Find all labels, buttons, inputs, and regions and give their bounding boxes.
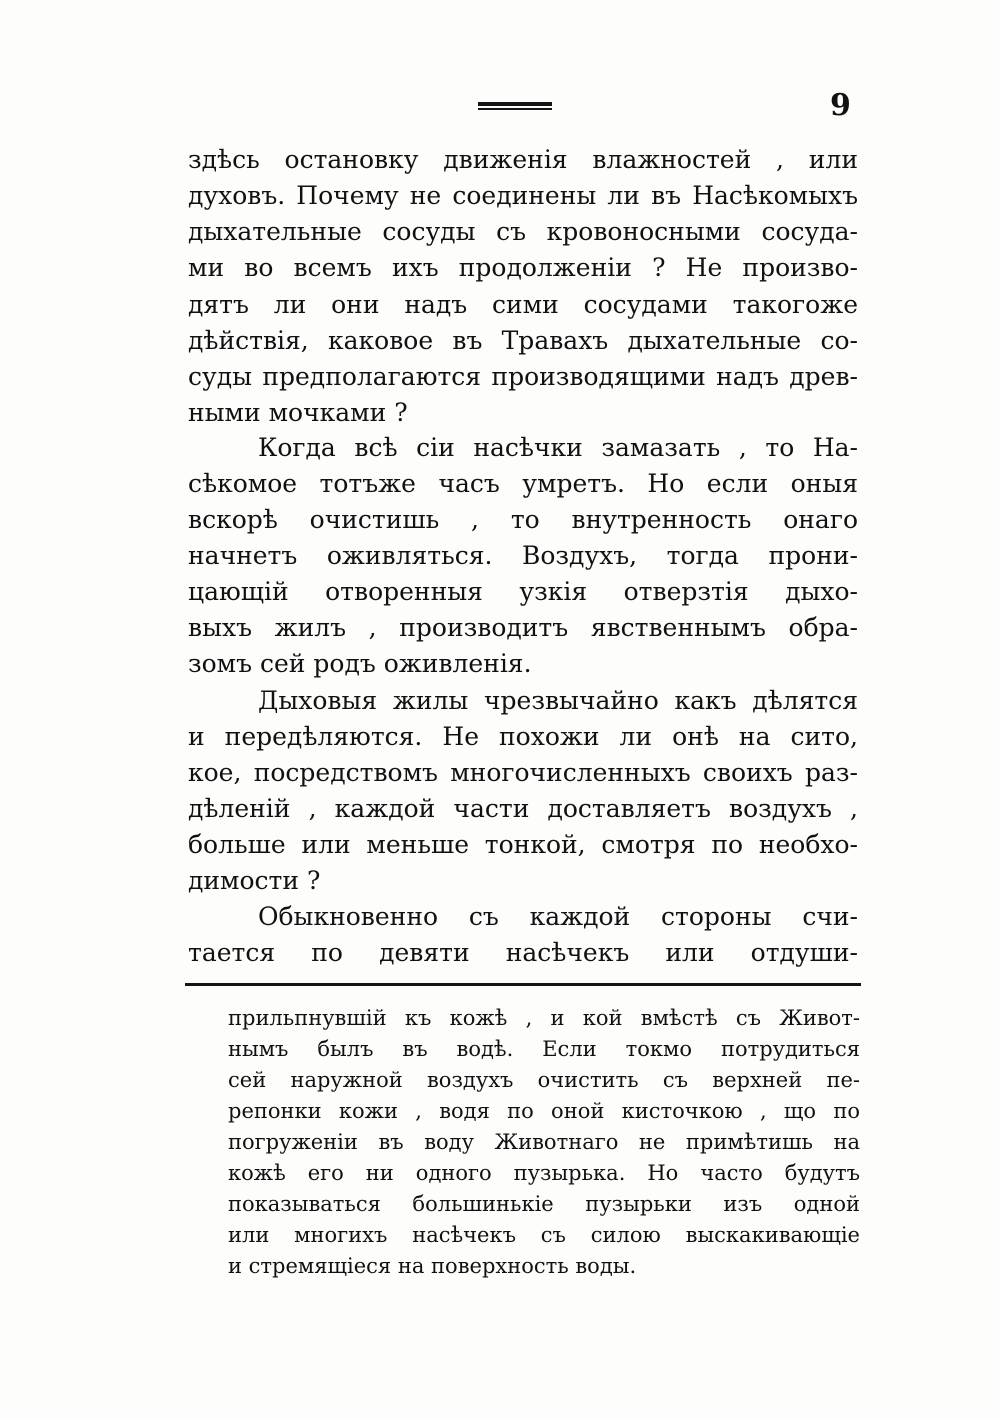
body-line: тается по девяти насѣчекъ или отдуши-: [188, 938, 858, 967]
footnote-line: и стремящіеся на поверхность воды.: [228, 1254, 637, 1278]
header-rule-thin: [478, 108, 552, 110]
body-line: ми во всемъ ихъ продолженіи ? Не произво-: [188, 253, 858, 282]
body-line: выхъ жилъ , производитъ явственнымъ обра-: [188, 613, 858, 642]
footnote-line: репонки кожи , водя по оной кисточкою , що по: [228, 1099, 860, 1123]
body-line: димости ?: [188, 866, 321, 895]
page-number: 9: [830, 88, 851, 123]
body-line: духовъ. Почему не соединены ли въ Насѣкомыхъ: [188, 181, 858, 210]
body-line: сѣкомое тотъже часъ умретъ. Но если оныя: [188, 469, 858, 498]
body-line: зомъ сей родъ оживленія.: [188, 649, 532, 678]
body-line: вскорѣ очистишь , то внутренность онаго: [188, 505, 858, 534]
footnote-line: сей наружной воздухъ очистить съ верхней пе-: [228, 1068, 860, 1092]
body-line: дыхательные сосуды съ кровоносными сосуда-: [188, 217, 858, 246]
paragraph-first-line: Обыкновенно съ каждой стороны счи-: [258, 902, 858, 931]
footnote-line: погруженіи въ воду Животнаго не примѣтишь на: [228, 1130, 860, 1154]
body-line: и передѣляются. Не похожи ли онѣ на сито,: [188, 722, 858, 751]
body-line: дятъ ли они надъ сими сосудами такогоже: [188, 290, 858, 319]
body-line: суды предполагаются производящими надъ древ-: [188, 362, 858, 391]
body-line: здѣсь остановку движенія влажностей , или: [188, 145, 858, 174]
body-line: дѣйствія, каковое въ Травахъ дыхательные со-: [188, 326, 858, 355]
footnote-line: показываться большинькіе пузырьки изъ одной: [228, 1192, 860, 1216]
header-rule-thick: [478, 102, 552, 106]
header-rule-ornament: [478, 102, 552, 112]
body-line: ными мочками ?: [188, 398, 408, 427]
body-line: цающій отворенныя узкія отверзтія дыхо-: [188, 577, 858, 606]
footnote-line: прильпнувшій къ кожѣ , и кой вмѣстѣ съ Живот-: [228, 1006, 860, 1030]
footnote-line: или многихъ насѣчекъ съ силою выскакивающіе: [228, 1223, 860, 1247]
footnote-line: кожѣ его ни одного пузырька. Но часто будутъ: [228, 1161, 860, 1185]
paragraph-first-line: Когда всѣ сіи насѣчки замазать , то На-: [258, 433, 858, 462]
footnote-line: нымъ былъ въ водѣ. Если токмо потрудиться: [228, 1037, 860, 1061]
body-line: кое, посредствомъ многочисленныхъ своихъ раз-: [188, 758, 858, 787]
body-line: больше или меньше тонкой, смотря по необхо-: [188, 830, 858, 859]
body-line: начнетъ оживляться. Воздухъ, тогда прони-: [188, 541, 858, 570]
footnote-divider: [185, 983, 861, 986]
paragraph-first-line: Дыховыя жилы чрезвычайно какъ дѣлятся: [258, 686, 858, 715]
body-line: дѣленій , каждой части доставляетъ воздухъ ,: [188, 794, 858, 823]
